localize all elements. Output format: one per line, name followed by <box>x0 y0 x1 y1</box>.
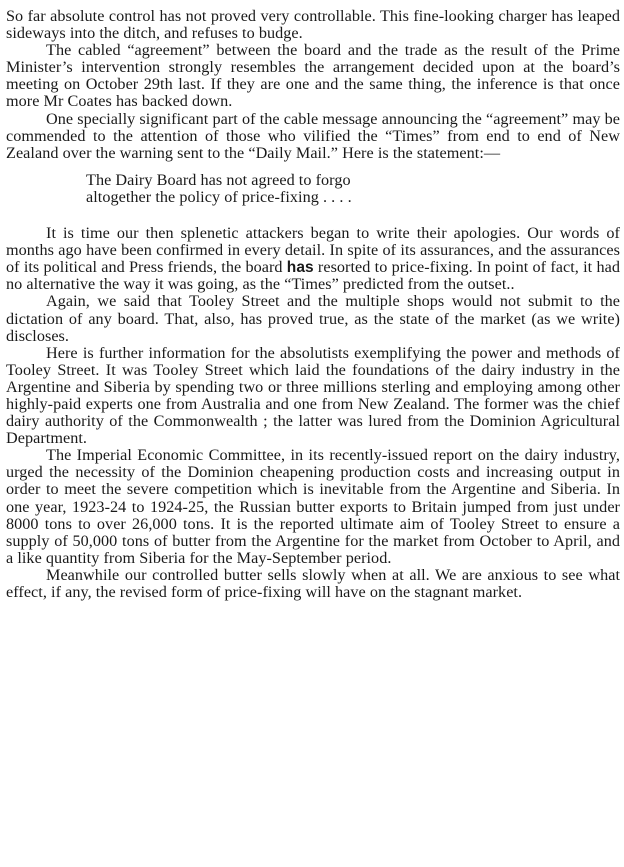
paragraph-cabled-agreement: The cabled “agreement” between the board and the trade as the result of the Prime Minister’s intervention strongly resembles the arrangement decided upon at the board’s meeting on October 29th last. If they are one and the same thing, the inference is that once more Mr Coates has backed down. <box>6 41 620 111</box>
paragraph-absolute-control: So far absolute control has not proved very controllable. This fine-looking charger has leaped sideways into the ditch, and refuses to budge. <box>6 7 620 43</box>
paragraph-apologies <box>6 225 620 293</box>
emphasis-has: has <box>286 259 314 277</box>
quote-line-1: The Dairy Board has not agreed to forgo <box>86 170 351 189</box>
apologies-text-start: It is time our then splenetic attackers began to write their apologies. Our words of months ago have been confirmed in every detail. In spite of its assurances, and the assurances of its political and Press friends, the board <box>6 224 620 277</box>
article-column <box>6 8 620 601</box>
paragraph-cable-message: One specially significant part of the cable message announcing the “agreement” may be commended to the attention of those who vilified the “Times” from end to end of New Zealand over the warning sent to the “Daily Mail.” Here is the statement:— <box>6 109 620 162</box>
block-quote <box>6 172 620 206</box>
paragraph-tooley-street: Again, we said that Tooley Street and the multiple shops would not submit to the dictation of any board. That, also, has proved true, as the state of the market (as we write) discloses. <box>6 292 620 345</box>
paragraph-imperial-committee: The Imperial Economic Committee, in its recently-issued report on the dairy industry, urged the necessity of the Dominion cheapening production costs and increasing output in order to meet the severe competition which is inevitable from the Argentine and Siberia. In one year, 1923-24 to 1924-25, the Russian butter exports to Britain jumped from just under 8000 tons to over 26,000 tons. It is the reported ultimate aim of Tooley Street to ensure a supply of 50,000 tons of butter from the Argentine for the market from October to April, and a like quantity from Siberia for the May-September period. <box>6 446 620 567</box>
paragraph-controlled-butter: Meanwhile our controlled butter sells slowly when at all. We are anxious to see what effect, if any, the revised form of price-fixing will have on the stagnant market. <box>6 565 620 601</box>
spacer <box>6 206 620 225</box>
quote-line-2: altogether the policy of price-fixing . . . . <box>86 187 352 206</box>
apologies-text-end: resorted to price-fixing. In point of fact, it had no alternative the way it was going, as the “Times” predicted from the outset.. <box>6 258 620 294</box>
paragraph-absolutists: Here is further information for the absolutists exemplifying the power and methods of Tooley Street. It was Tooley Street which laid the foundations of the dairy industry in the Argentine and Siberia by spending two or three millions sterling and employing among other highly-paid experts one from Australia and one from New Zealand. The former was the chief dairy authority of the Commonwealth ; the latter was lured from the Dominion Agricultural Department. <box>6 343 620 448</box>
